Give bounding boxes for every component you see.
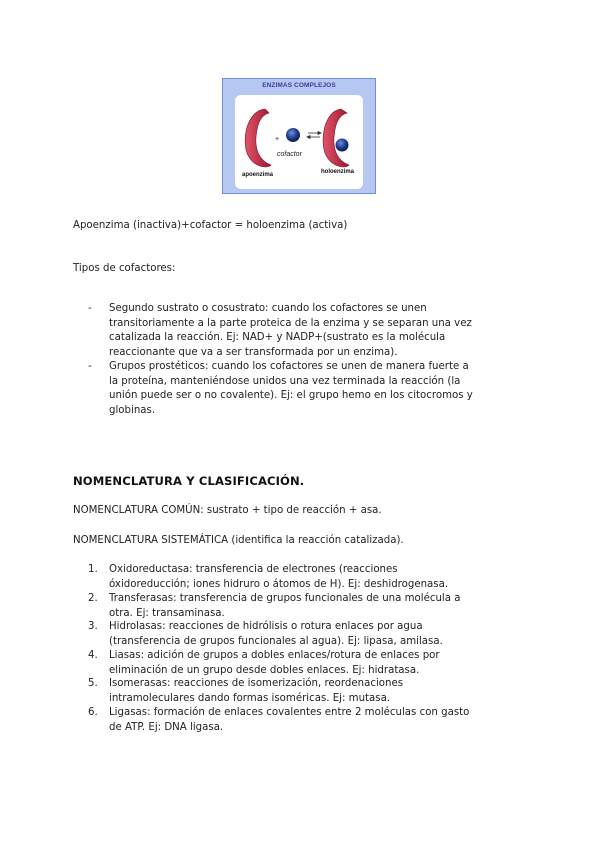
text-line: Oxidoreductasa: transferencia de electrones (reacciones (109, 564, 398, 575)
text-line: Segundo sustrato o cosustrato: cuando los cofactores se unen (109, 303, 427, 314)
nomenclatura-comun: NOMENCLATURA COMÚN: sustrato + tipo de reacción + asa. (73, 505, 382, 516)
list-marker: - (88, 303, 92, 314)
list-marker: 4. (88, 650, 98, 661)
plus-sign: + (275, 136, 280, 143)
figure-panel (235, 95, 363, 189)
list-marker: 6. (88, 707, 98, 718)
bound-cofactor-ball (336, 139, 349, 152)
cofactor-types-intro: Tipos de cofactores: (73, 263, 176, 274)
list-item-text (109, 592, 529, 621)
text-line: Liasas: adición de grupos a dobles enlaces/rotura de enlaces por (109, 650, 440, 661)
nomenclatura-sistematica: NOMENCLATURA SISTEMÁTICA (identifica la reacción catalizada). (73, 535, 404, 546)
cofactor-label: cofactor (277, 151, 302, 158)
equation-text: Apoenzima (inactiva)+cofactor = holoenzima (activa) (73, 220, 348, 231)
text-line: Transferasas: transferencia de grupos funcionales de una molécula a (109, 593, 461, 604)
cofactor-ball (286, 128, 300, 142)
equilibrium-arrows-icon (307, 132, 321, 139)
text-line: eliminación de un grupo desde dobles enlaces. Ej: hidratasa. (109, 664, 420, 676)
text-line: reaccionante que va a ser transformada por un enzima). (109, 346, 398, 358)
text-line: catalizada la reacción. Ej: NAD+ y NADP+(sustrato es la molécula (109, 332, 446, 343)
text-line: Isomerasas: reacciones de isomerización, reordenaciones (109, 678, 404, 689)
text-line: transitoriamente a la parte proteica de la enzima y se separan una vez (109, 317, 472, 329)
list-item-text (109, 302, 529, 360)
list-marker: 1. (88, 564, 98, 575)
section-heading: NOMENCLATURA Y CLASIFICACIÓN. (73, 474, 305, 488)
text-line: la proteína, manteniéndose unidos una vez terminada la reacción (la (109, 375, 461, 387)
list-item-text (109, 706, 529, 735)
text-line: globinas. (109, 404, 156, 416)
enzyme-complex-figure (222, 78, 376, 194)
list-marker: 2. (88, 593, 98, 604)
text-line: Grupos prostéticos: cuando los cofactores se unen de manera fuerte a (109, 361, 469, 372)
list-item-text (109, 677, 529, 706)
list-item-text (109, 649, 529, 678)
text-line: Ligasas: formación de enlaces covalentes entre 2 moléculas con gasto (109, 707, 470, 718)
text-line: unión puede ser o no covalente). Ej: el grupo hemo en los citocromos y (109, 390, 473, 401)
apoenzima-label: apoenzima (242, 172, 274, 178)
list-item-text (109, 360, 529, 418)
text-line: (transferencia de grupos funcionales al agua). Ej: lipasa, amilasa. (109, 635, 443, 647)
list-item-text (109, 563, 529, 592)
holoenzima-label: holoenzima (321, 169, 355, 175)
text-line: intramoleculares dando formas isoméricas. Ej: mutasa. (109, 692, 391, 704)
apoenzyme-crescent-shape (245, 109, 271, 167)
list-marker: 5. (88, 678, 98, 689)
text-line: óxidoreducción; iones hidruro o átomos de H). Ej: deshidrogenasa. (109, 578, 449, 590)
list-marker: - (88, 361, 92, 372)
list-item-text (109, 620, 529, 649)
text-line: Hidrolasas: reacciones de hidrólisis o rotura enlaces por agua (109, 621, 423, 632)
text-line: de ATP. Ej: DNA ligasa. (109, 721, 224, 733)
list-marker: 3. (88, 621, 98, 632)
text-line: otra. Ej: transaminasa. (109, 607, 225, 619)
figure-title: ENZIMAS COMPLEJOS (262, 82, 336, 89)
holoenzyme-crescent-shape (323, 109, 349, 167)
